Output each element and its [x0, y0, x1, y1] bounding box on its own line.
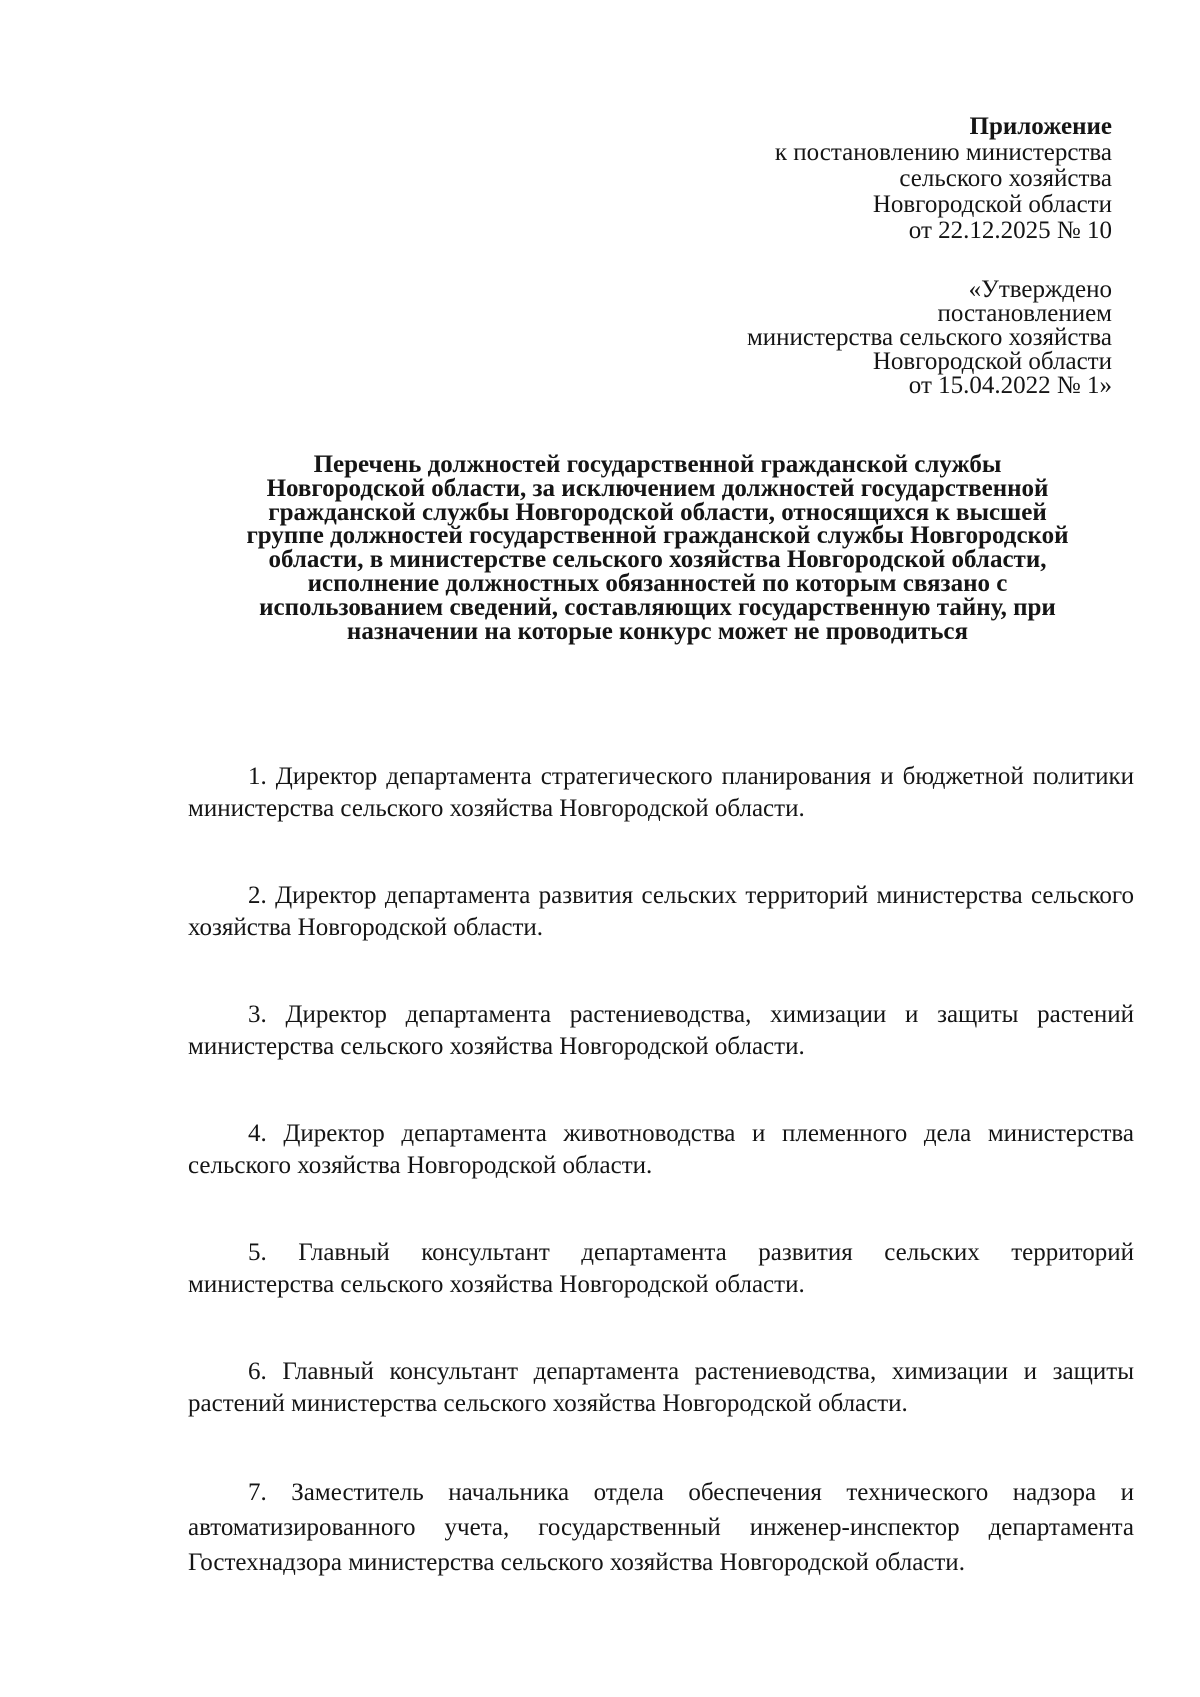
- annex-date: от 22.12.2025 № 10: [908, 217, 1112, 244]
- title-line: Новгородской области, за исключением должностей государственной: [266, 474, 1049, 502]
- title-line: гражданской службы Новгородской области, относящихся к высшей: [268, 498, 1047, 526]
- annex-title: Приложение: [969, 113, 1112, 140]
- approval-line: министерства сельского хозяйства: [746, 324, 1112, 351]
- approval-date: от 15.04.2022 № 1»: [908, 372, 1112, 399]
- title-line: области, в министерстве сельского хозяйства Новгородской области,: [268, 546, 1047, 574]
- title-line: исполнение должностных обязанностей по которым связано с: [307, 569, 1008, 597]
- annex-block: [552, 114, 1112, 244]
- list-item: 2. Директор департамента развития сельских территорий министерства сельского хозяйства Новгородской области.: [188, 882, 1134, 941]
- title-line: группе должностей государственной гражданской службы Новгородской: [246, 522, 1069, 550]
- title-line: Перечень должностей государственной гражданской службы: [313, 451, 1002, 478]
- list-item: 3. Директор департамента растениеводства, химизации и защиты растений министерства сельского хозяйства Новгородской области.: [188, 1001, 1134, 1060]
- approval-line: «Утверждено: [968, 276, 1112, 303]
- list-item: 1. Директор департамента стратегического планирования и бюджетной политики министерства сельского хозяйства Новгородской области.: [188, 763, 1134, 822]
- annex-line: сельского хозяйства: [899, 165, 1112, 192]
- approval-line: постановлением: [937, 300, 1112, 327]
- positions-list: [188, 761, 1134, 1635]
- list-item: 5. Главный консультант департамента развития сельских территорий министерства сельского хозяйства Новгородской области.: [188, 1239, 1134, 1298]
- title-line: использованием сведений, составляющих государственную тайну, при: [259, 593, 1056, 621]
- approval-block: [552, 278, 1112, 398]
- list-item: 6. Главный консультант департамента растениеводства, химизации и защиты растений министерства сельского хозяйства Новгородской области.: [188, 1358, 1134, 1417]
- list-item: 4. Директор департамента животноводства и племенного дела министерства сельского хозяйства Новгородской области.: [188, 1120, 1134, 1179]
- approval-line: Новгородской области: [872, 348, 1112, 375]
- list-item: 7. Заместитель начальника отдела обеспечения технического надзора и автоматизированного учета, государственный инженер-инспектор департамента Гостехнадзора министерства сельского хозяйства Новгородской области.: [188, 1479, 1134, 1576]
- annex-line: Новгородской области: [872, 191, 1112, 218]
- annex-line: к постановлению министерства: [774, 139, 1112, 166]
- title-line: назначении на которые конкурс может не проводиться: [346, 617, 969, 645]
- document-title: [175, 453, 1140, 643]
